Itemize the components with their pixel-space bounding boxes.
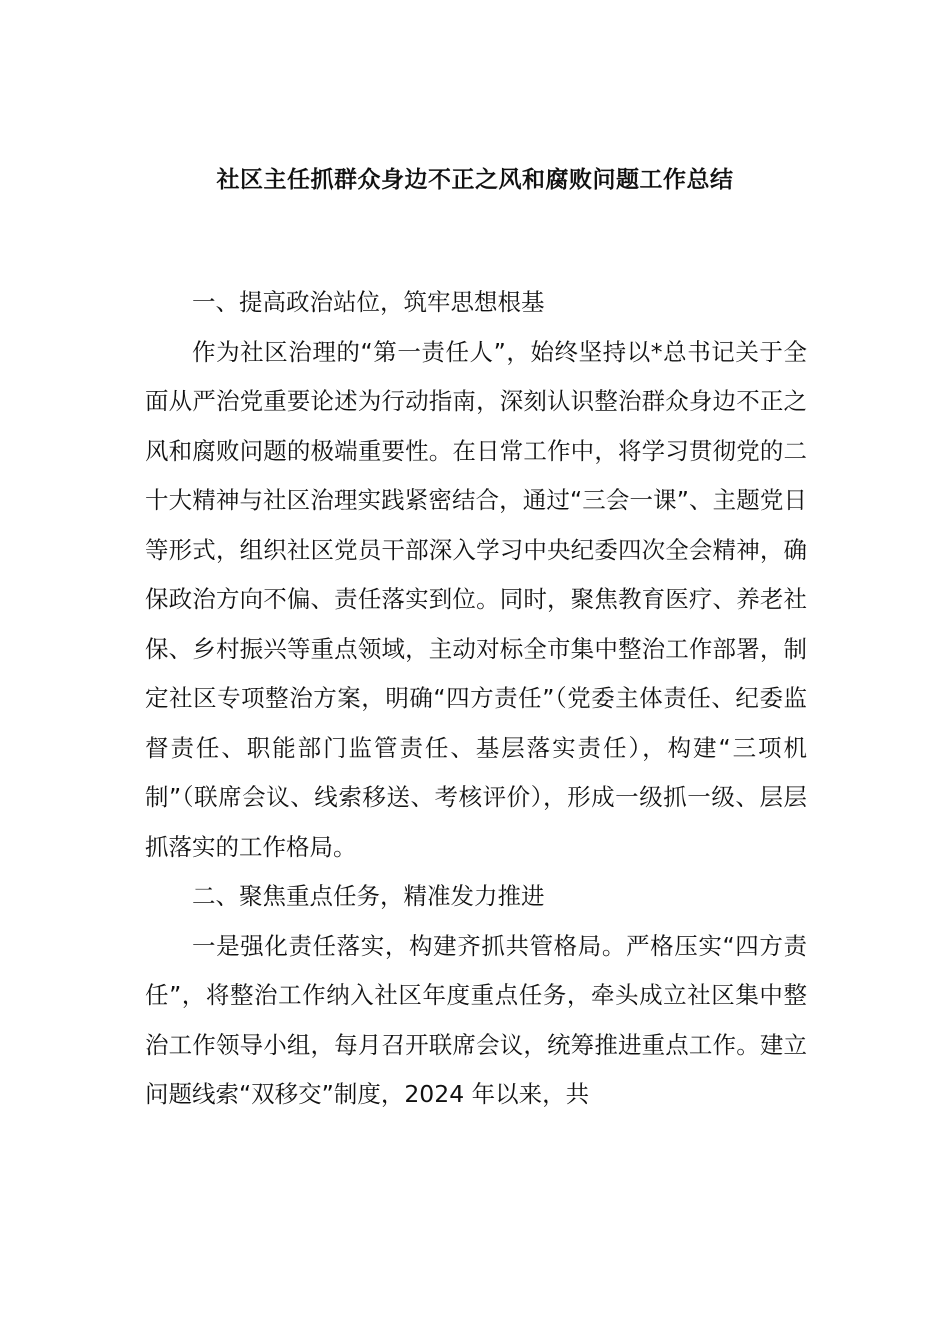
body-paragraph-2: 一是强化责任落实，构建齐抓共管格局。严格压实“四方责任”，将整治工作纳入社区年度重点任务，牵头成立社区集中整治工作领导小组，每月召开联席会议，统筹推进重点工作。建立问题线索“双移交”制度，2024 年以来，共 [145,931,807,1108]
body-paragraph-1: 作为社区治理的“第一责任人”，始终坚持以*总书记关于全面从严治党重要论述为行动指南，深刻认识整治群众身边不正之风和腐败问题的极端重要性。在日常工作中，将学习贯彻党的二十大精神与社区治理实践紧密结合，通过“三会一课”、主题党日等形式，组织社区党员干部深入学习中央纪委四次全会精神，确保政治方向不偏、责任落实到位。同时，聚焦教育医疗、养老社保、乡村振兴等重点领域，主动对标全市集中整治工作部署，制定社区专项整治方案，明确“四方责任”（党委主体责任、纪委监督责任、职能部门监管责任、基层落实责任），构建“三项机制”（联席会议、线索移送、考核评价），形成一级抓一级、层层抓落实的工作格局。 [145,337,807,861]
document-body [145,278,807,1120]
section-heading-1: 一、提高政治站位，筑牢思想根基 [192,288,545,316]
section-heading-2: 二、聚焦重点任务，精准发力推进 [192,882,545,910]
document-title: 社区主任抓群众身边不正之风和腐败问题工作总结 [216,167,734,193]
